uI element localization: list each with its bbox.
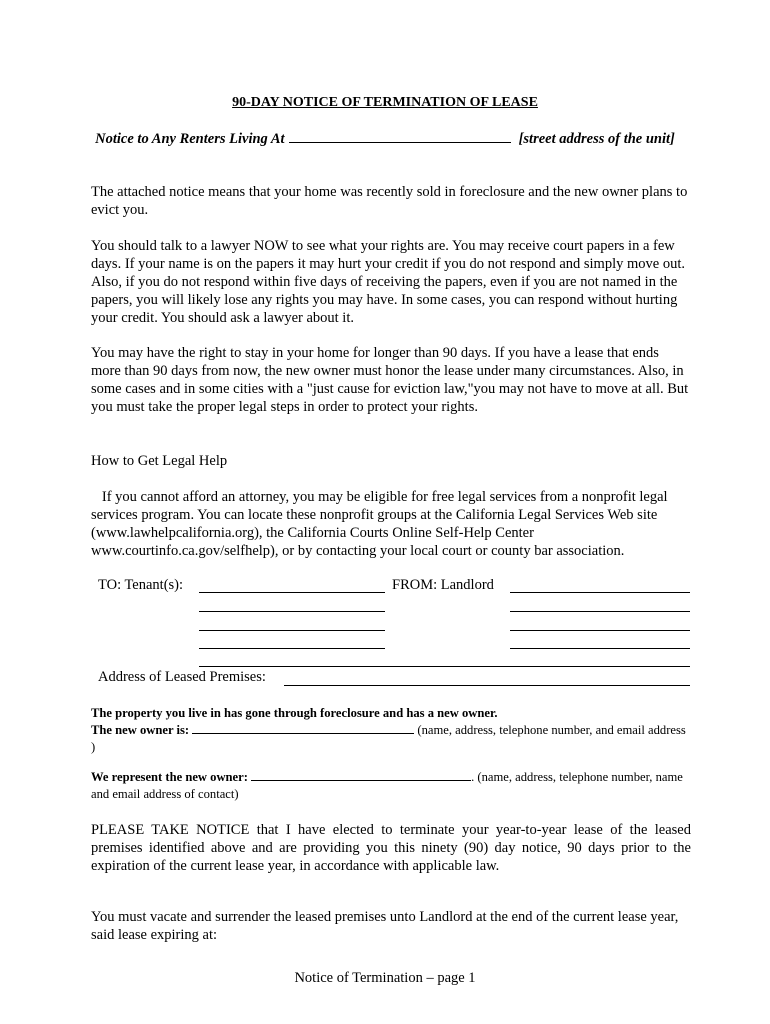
street-address-blank[interactable]	[289, 131, 511, 143]
tenant-line-1[interactable]	[199, 592, 385, 593]
landlord-label: FROM: Landlord	[392, 577, 494, 593]
representative-label: We represent the new owner:	[91, 770, 248, 784]
representative-blank[interactable]	[251, 770, 471, 781]
landlord-line-2[interactable]	[510, 611, 690, 612]
paragraph-talk-to-lawyer: You should talk to a lawyer NOW to see what your rights are. You may receive court papers in a few days. If your name is on the papers it may hurt your credit if you do not respond and simply move out. Also, if you do not respond within five days of receiving the papers, even if you are not named in the papers, you will likely lose any rights you may have. In some cases, you can respond without hurting your credit. You should ask a lawyer about it.	[91, 238, 685, 326]
notice-subtitle	[95, 130, 675, 149]
new-owner-block	[91, 705, 691, 756]
termination-notice: PLEASE TAKE NOTICE that I have elected to terminate your year-to-year lease of the leased premises identified above and are providing you this ninety (90) day notice, 90 days prior to the expiration of the current lease year, in accordance with applicable law.	[91, 822, 691, 874]
paragraph-legal-help: If you cannot afford an attorney, you may be eligible for free legal services from a nonprofit legal services program. You can locate these nonprofit groups at the California Legal Services Web site (www.lawhelpcalifornia.org), the California Courts Online Self-Help Center www.courtinfo.ca.gov/selfhelp), or by contacting your local court or county bar association.	[91, 489, 672, 559]
tenant-line-2[interactable]	[199, 611, 385, 612]
representative-block	[91, 769, 691, 803]
landlord-line-4[interactable]	[510, 648, 690, 649]
new-owner-label: The new owner is:	[91, 723, 190, 737]
subtitle-prefix: Notice to Any Renters Living At	[95, 131, 285, 147]
landlord-line-3[interactable]	[510, 630, 690, 631]
full-width-line[interactable]	[199, 666, 690, 667]
document-title: 90-DAY NOTICE OF TERMINATION OF LEASE	[232, 95, 538, 110]
tenant-line-4[interactable]	[199, 648, 385, 649]
tenant-label: TO: Tenant(s):	[98, 577, 184, 593]
tenant-line-3[interactable]	[199, 630, 385, 631]
representative-hint: . (name, address, telephone number, name and email address of contact)	[91, 770, 683, 801]
new-owner-hint: (name, address, telephone number, and email address )	[91, 723, 686, 754]
legal-help-heading: How to Get Legal Help	[91, 453, 228, 469]
subtitle-suffix: [street address of the unit]	[518, 131, 675, 147]
foreclosure-statement: The property you live in has gone through foreclosure and has a new owner.	[91, 706, 498, 720]
landlord-line-1[interactable]	[510, 592, 690, 593]
paragraph-right-to-stay: You may have the right to stay in your home for longer than 90 days. If you have a lease that ends more than 90 days from now, the new owner must honor the lease under many circumstances. Also, in some cases and in some cities with a "just cause for eviction law,"you may not have to move at all. But you must take the proper legal steps in order to protect your rights.	[91, 345, 689, 415]
page-footer: Notice of Termination – page 1	[294, 970, 476, 986]
address-premises-label: Address of Leased Premises:	[98, 669, 266, 685]
address-premises-line[interactable]	[284, 685, 690, 686]
paragraph-foreclosure-notice: The attached notice means that your home was recently sold in foreclosure and the new owner plans to evict you.	[91, 184, 688, 218]
vacate-statement: You must vacate and surrender the leased premises unto Landlord at the end of the current lease year, said lease expiring at:	[91, 909, 679, 943]
new-owner-blank[interactable]	[192, 723, 414, 734]
